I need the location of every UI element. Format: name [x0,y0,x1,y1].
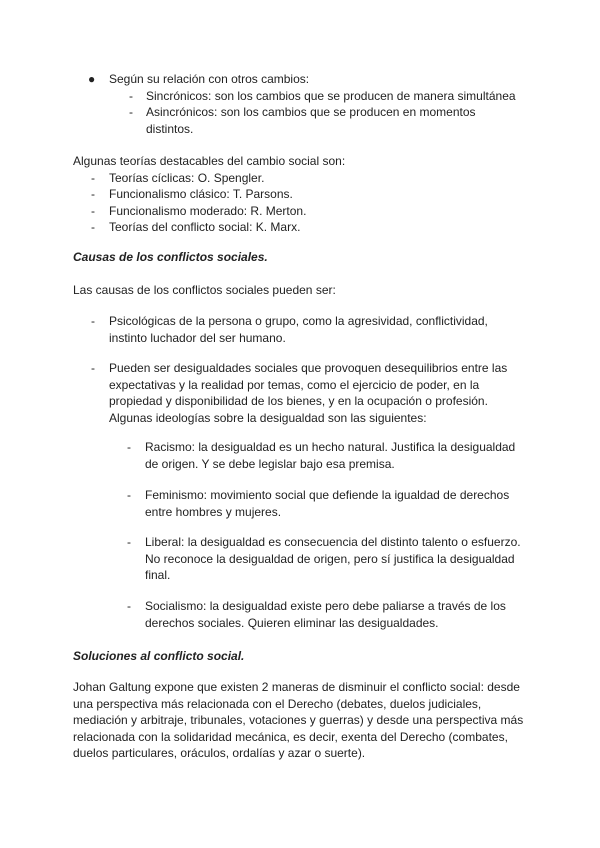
list-item-continuation [0,121,600,138]
list-item-text: final. [145,568,171,583]
list-item-text: derechos sociales. Quieren eliminar las desigualdades. [145,615,439,630]
list-item-text: propiedad y disponibilidad de los bienes, y en la ocupación o profesión. [109,394,488,409]
list-item-text: Asincrónicos: son los cambios que se producen en momentos [146,105,476,120]
bullet-icon: ● [88,72,96,86]
list-item-text: Pueden ser desigualdades sociales que provoquen desequilibrios entre las [109,361,508,375]
dash-marker: - [91,170,95,185]
ideology-liberal [0,534,600,584]
causes-heading: Causas de los conflictos sociales. [73,250,268,264]
theories-intro: Algunas teorías destacables del cambio social son: [73,154,346,168]
list-item-text: Socialismo: la desigualdad existe pero debe paliarse a través de los [145,599,506,613]
dash-marker: - [127,535,131,549]
theories-intro-line [0,153,600,170]
list-item-text: Algunas ideologías sobre la desigualdad son las siguientes: [109,410,427,425]
dash-marker: - [127,440,131,454]
ideology-feminism [0,487,600,520]
list-item-text: No reconoce la desigualdad de origen, pero sí justifica la desigualdad [145,551,515,566]
paragraph-line: mediación y arbitraje, tribunales, votaciones y guerras) y desde una perspectiva más [73,713,524,728]
solutions-paragraph [0,679,600,762]
list-item [0,88,600,105]
list-item-text: expectativas y la realidad por temas, como el ejercicio de poder, en la [109,377,480,392]
list-item [0,203,600,220]
list-item [0,186,600,203]
paragraph-line: duelos particulares, oráculos, ordalías y azar o suerte). [73,746,366,761]
list-item-text: Funcionalismo clásico: T. Parsons. [109,187,293,202]
cause-item-psychological [0,313,600,346]
list-item-text: Sincrónicos: son los cambios que se producen de manera simultánea [146,88,516,103]
list-item-text: Liberal: la desigualdad es consecuencia del distinto talento o esfuerzo. [145,535,521,549]
causes-heading-line [0,249,600,266]
dash-marker: - [91,314,95,328]
paragraph-line: Johan Galtung expone que existen 2 maneras de disminuir el conflicto social: desde [73,680,520,694]
dash-marker: - [127,488,131,502]
ideology-socialism [0,598,600,631]
cause-item-inequality [0,360,600,426]
dash-marker: - [127,599,131,613]
list-item-text: Racismo: la desigualdad es un hecho natural. Justifica la desigualdad [145,440,516,454]
list-item-text: Feminismo: movimiento social que defiende la igualdad de derechos [145,488,510,502]
solutions-heading-line [0,648,600,665]
solutions-heading: Soluciones al conflicto social. [73,649,245,663]
relation-title: Según su relación con otros cambios: [109,72,310,86]
dash-marker: - [129,88,133,103]
list-item-text: distintos. [146,121,194,136]
list-item [0,104,600,121]
paragraph-line: relacionada con la solidaridad mecánica, es decir, exenta del Derecho (combates, [73,729,508,744]
list-item-text: Funcionalismo moderado: R. Merton. [109,203,307,218]
list-item [0,170,600,187]
paragraph-line: una perspectiva más relacionada con el Derecho (debates, duelos judiciales, [73,696,482,711]
dash-marker: - [91,361,95,375]
theories-section [0,153,600,236]
relation-section [0,71,600,137]
list-item-text: Psicológicas de la persona o grupo, como la agresividad, conflictividad, [109,314,488,328]
ideology-racism [0,439,600,472]
dash-marker: - [91,203,95,218]
list-item [0,219,600,236]
dash-marker: - [129,105,133,120]
list-item-text: Teorías del conflicto social: K. Marx. [109,220,301,235]
list-item-text: Teorías cíclicas: O. Spengler. [109,170,265,185]
relation-title-line [0,71,600,88]
dash-marker: - [91,220,95,235]
causes-intro: Las causas de los conflictos sociales pueden ser: [73,283,336,297]
list-item-text: entre hombres y mujeres. [145,504,282,519]
dash-marker: - [91,187,95,202]
causes-intro-line [0,282,600,299]
list-item-text: de origen. Y se debe legislar bajo esa premisa. [145,456,395,471]
list-item-text: instinto luchador del ser humano. [109,330,286,345]
